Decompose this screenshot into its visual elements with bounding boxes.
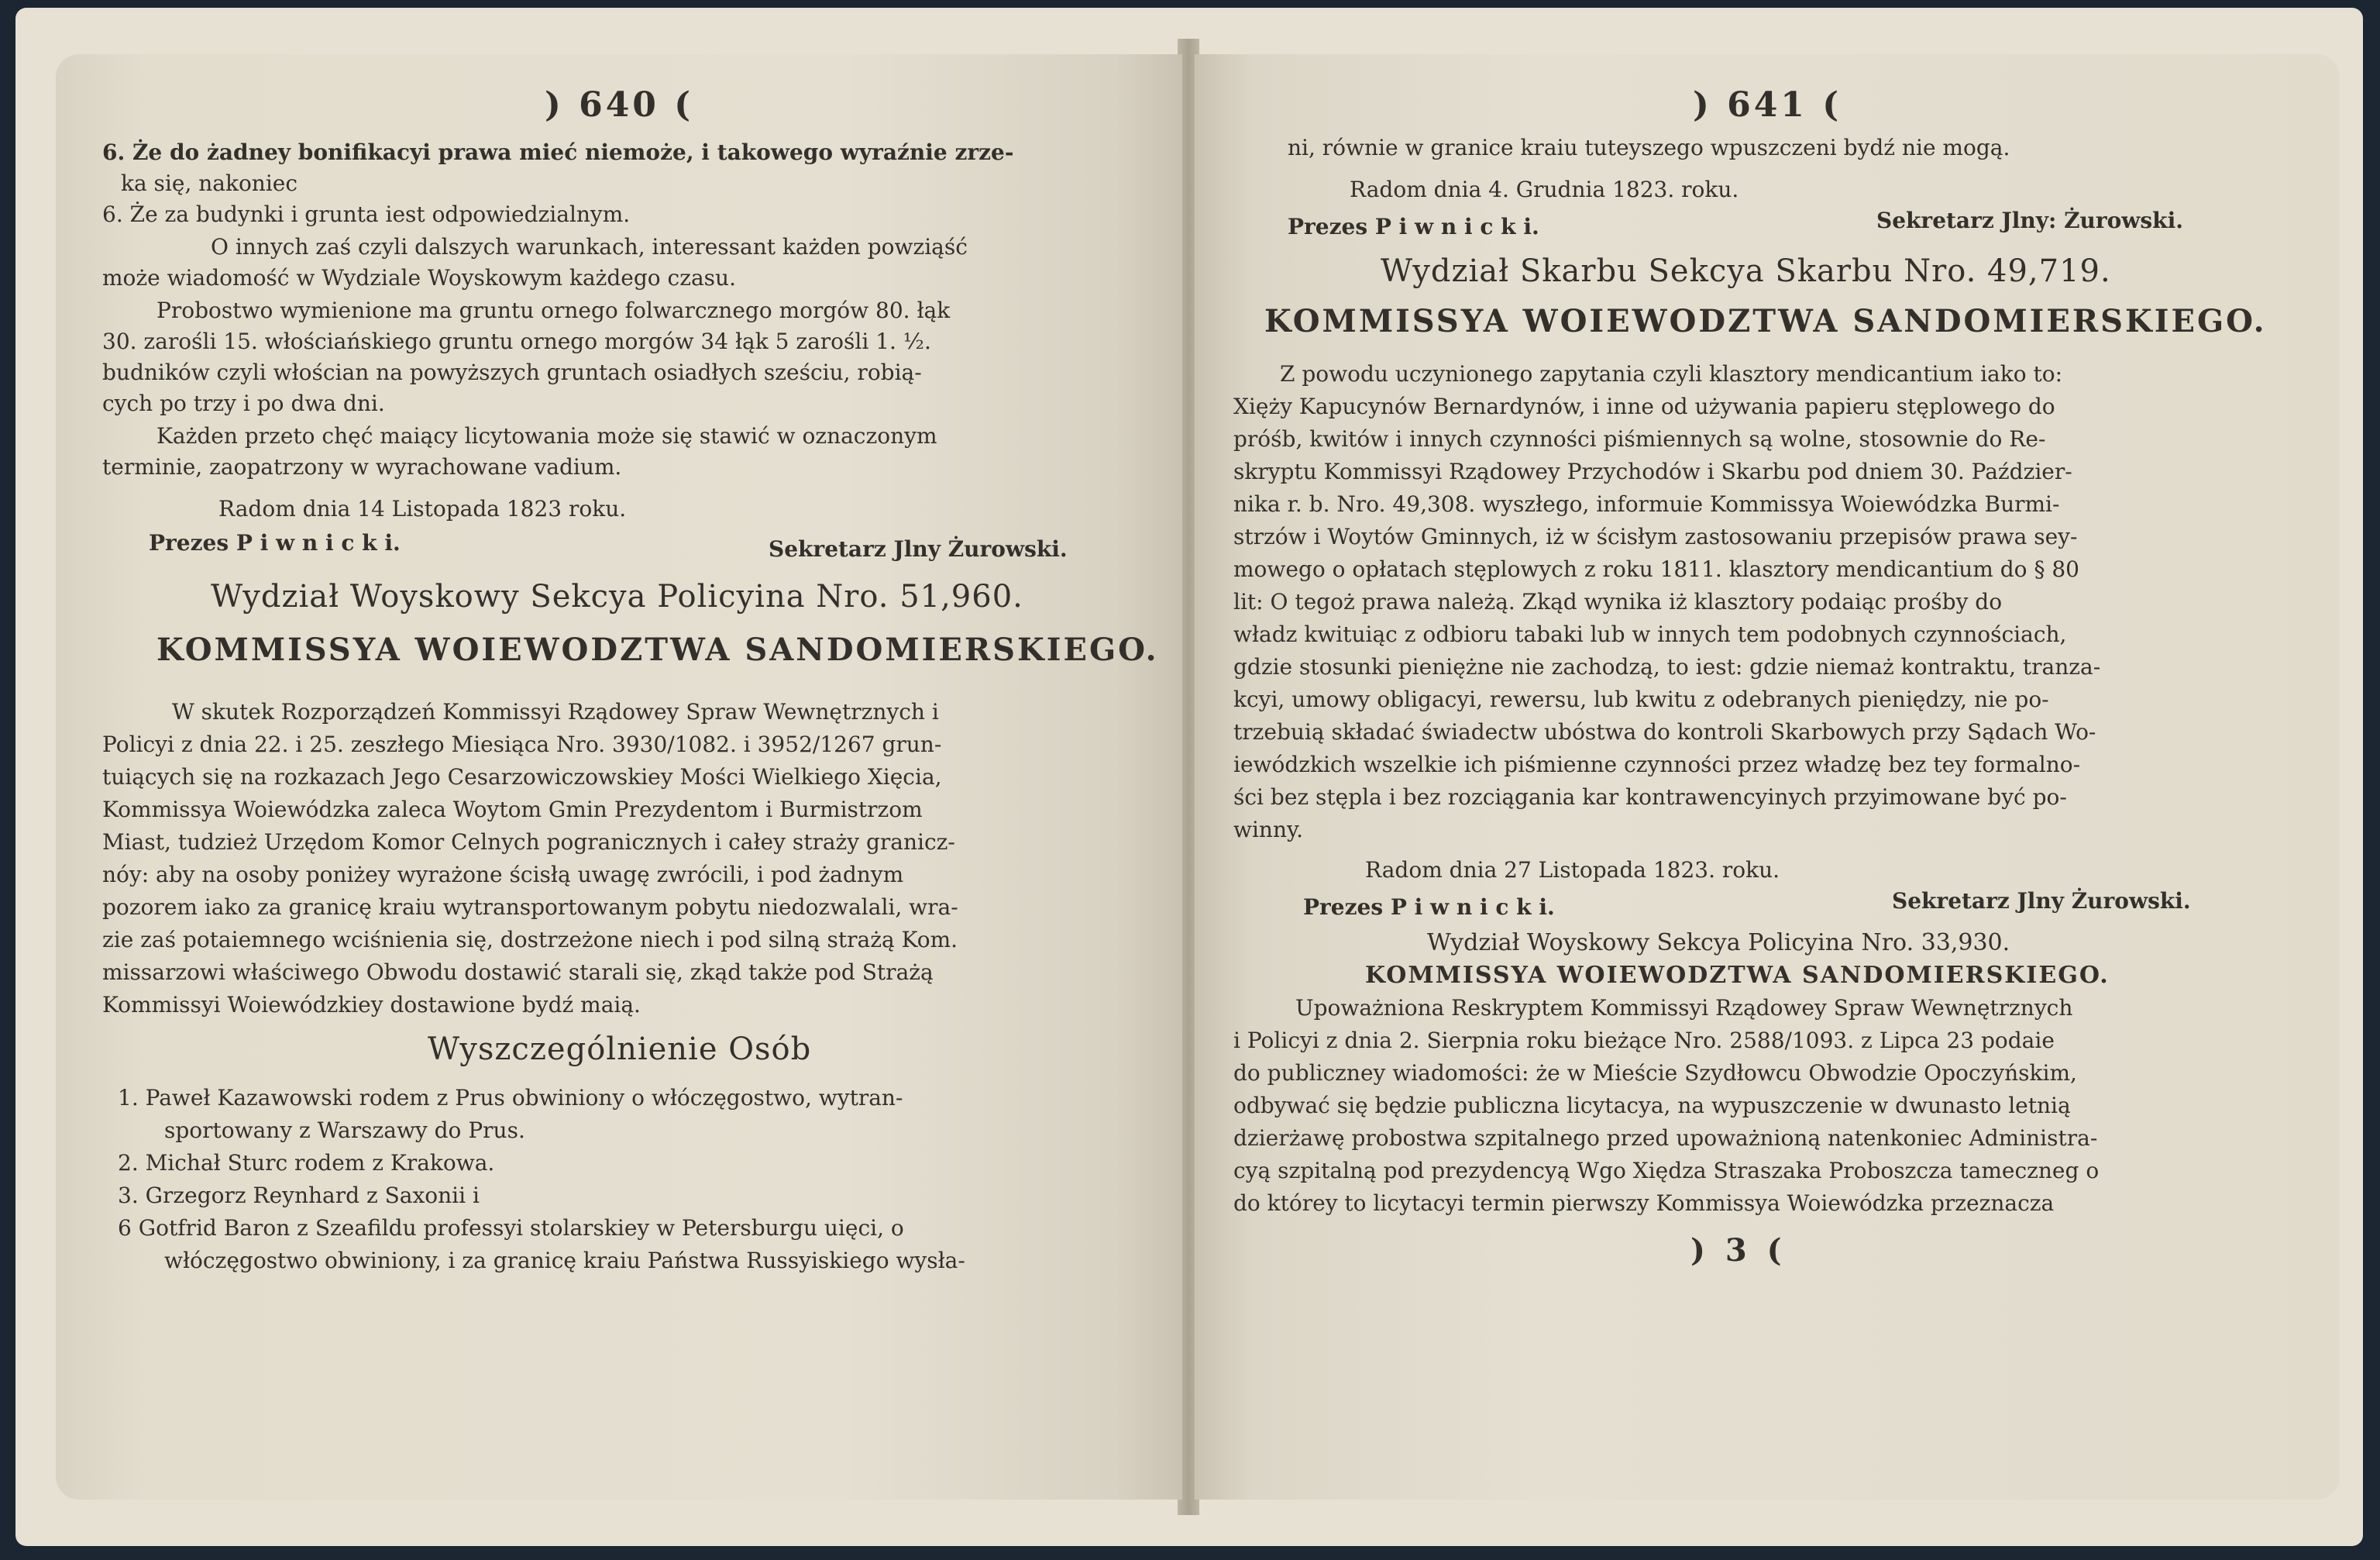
text-line: dzierżawę probostwa szpitalnego przed upoważnioną natenkoniec Administra- [1233,1125,2098,1151]
president-signature: Prezes P i w n i c k i. [1303,894,1555,920]
list-item: 3. Grzegorz Reynhard z Saxonii i [118,1183,480,1208]
text-line: W skutek Rozporządzeń Kommissyi Rządowey Spraw Wewnętrznych i [172,699,939,725]
section-title: Wydział Skarbu Sekcya Skarbu Nro. 49,719. [1381,253,2111,289]
text-line: mowego o opłatach stęplowych z roku 1811. klasztory mendicantium do § 80 [1233,556,2079,582]
text-line: tuiących się na rozkazach Jego Cesarzowiczowskiey Mości Wielkiego Xięcia, [102,764,942,790]
text-line: Z powodu uczynionego zapytania czyli klasztory mendicantium iako to: [1280,361,2063,387]
text-line: ni, równie w granice kraiu tuteyszego wpuszczeni bydź nie mogą. [1288,135,2010,160]
signature-mark: ) 3 ( [1690,1232,1787,1269]
text-line: Xięży Kapucynów Bernardynów, i inne od używania papieru stęplowego do [1233,394,2055,419]
text-line: Kommissyi Woiewódzkiey dostawione bydź maią. [102,992,641,1018]
section-title: Wydział Woyskowy Sekcya Policyina Nro. 51,960. [211,579,1023,615]
text-line: do publiczney wiadomości: że w Mieście Szydłowcu Obwodzie Opoczyńskim, [1233,1060,2077,1086]
text-line: cyą szpitalną pod prezydencyą Wgo Xiędza Straszaka Proboszcza tameczneg o [1233,1158,2100,1183]
list-item: 2. Michał Sturc rodem z Krakowa. [118,1150,495,1176]
text-line: Każden przeto chęć maiący licytowania może się stawić w oznaczonym [156,423,937,449]
secretary-signature: Sekretarz Jlny Żurowski. [769,536,1068,562]
left-page [56,54,1182,1500]
text-line: 6. Że za budynki i grunta iest odpowiedzialnym. [102,201,631,227]
section-title: Wydział Woyskowy Sekcya Policyina Nro. 33,930. [1427,929,2010,956]
text-line: 30. zarośli 15. włościańskiego gruntu ornego morgów 34 łąk 5 zarośli 1. ½. [102,329,931,354]
date-line: Radom dnia 27 Listopada 1823. roku. [1365,857,1780,883]
text-line: kcyi, umowy obligacyi, rewersu, lub kwitu z odebranych pieniędzy, nie po- [1233,687,2049,712]
text-line: Probostwo wymienione ma gruntu ornego folwarcznego morgów 80. łąk [156,298,951,323]
list-item: 1. Paweł Kazawowski rodem z Prus obwiniony o włóczęgostwo, wytran- [118,1085,903,1111]
text-line: budników czyli włościan na powyższych gruntach osiadłych sześciu, robią- [102,360,922,385]
text-line: gdzie stosunki pieniężne nie zachodzą, to iest: gdzie niemaż kontraktu, tranza- [1233,654,2101,680]
text-line: zie zaś potaiemnego wciśnienia się, dostrzeżone niech i pod silną strażą Kom. [102,927,958,952]
text-line: Kommissya Woiewódzka zaleca Woytom Gmin Prezydentom i Burmistrzom [102,797,923,822]
text-line: odbywać się będzie publiczna licytacya, na wypuszczenie w dwunasto letnią [1233,1093,2071,1118]
text-line: winny. [1233,817,1303,842]
text-line: Miast, tudzież Urzędom Komor Celnych pogranicznych i całey straży granicz- [102,829,955,855]
commission-title: KOMMISSYA WOIEWODZTWA SANDOMIERSKIEGO. [1264,303,2267,339]
text-line: i Policyi z dnia 2. Sierpnia roku bieżące Nro. 2588/1093. z Lipca 23 podaie [1233,1028,2055,1053]
text-line: ści bez stępla i bez rozciągania kar kontrawencyinych przyimowane być po- [1233,784,2067,810]
text-line: pozorem iako za granicę kraiu wytransportowanym pobytu niedozwalali, wra- [102,894,958,920]
president-signature: Prezes P i w n i c k i. [1288,214,1539,239]
text-line: O innych zaś czyli dalszych warunkach, interessant każden powziąść [211,234,968,260]
text-line: missarzowi właściwego Obwodu dostawić starali się, zkąd także pod Strażą [102,959,934,985]
secretary-signature: Sekretarz Jlny Żurowski. [1892,888,2191,914]
list-title: Wyszczególnienie Osób [428,1031,812,1067]
list-item: 6 Gotfrid Baron z Szeafildu professyi stolarskiey w Petersburgu uięci, o [118,1215,904,1241]
commission-title: KOMMISSYA WOIEWODZTWA SANDOMIERSKIEGO. [1365,962,2110,989]
text-line: próśb, kwitów i innych czynności piśmiennych są wolne, stosownie do Re- [1233,426,2046,452]
text-line: lit: O tegoż prawa należą. Zkąd wynika iż klasztory podaiąc prośby do [1233,589,2003,615]
date-line: Radom dnia 4. Grudnia 1823. roku. [1350,177,1739,202]
president-signature: Prezes P i w n i c k i. [149,530,401,556]
background-edge [0,0,15,1560]
date-line: Radom dnia 14 Listopada 1823 roku. [218,496,627,522]
text-line: skryptu Kommissyi Rządowey Przychodów i Skarbu pod dniem 30. Paździer- [1233,459,2072,484]
text-line: nika r. b. Nro. 49,308. wyszłego, informuie Kommissya Woiewódzka Burmi- [1233,491,2060,517]
secretary-signature: Sekretarz Jlny: Żurowski. [1876,208,2183,233]
text-line: nóy: aby na osoby poniżey wyrażone ścisłą uwagę zwrócili, i pod żadnym [102,862,904,887]
list-item: włóczęgostwo obwiniony, i za granicę kraiu Państwa Russyiskiego wysła- [164,1248,965,1273]
right-page [1195,54,2340,1500]
text-line: może wiadomość w Wydziale Woyskowym każdego czasu. [102,265,736,291]
commission-title: KOMMISSYA WOIEWODZTWA SANDOMIERSKIEGO. [156,632,1159,668]
text-line: władz kwituiąc z odbioru tabaki lub w innych tem podobnych czynnościach, [1233,622,2067,647]
text-line: strzów i Woytów Gminnych, iż w ścisłym zastosowaniu przepisów prawa sey- [1233,524,2078,549]
right-page-number: ) 641 ( [1692,85,1842,125]
text-line: iewódzkich wszelkie ich piśmienne czynności przez władzę bez tey formalno- [1233,752,2081,777]
text-line: terminie, zaopatrzony w wyrachowane vadium. [102,454,622,480]
text-line: ka się, nakoniec [121,170,298,196]
text-line: Upoważniona Reskryptem Kommissyi Rządowey Spraw Wewnętrznych [1295,995,2073,1021]
left-page-number: ) 640 ( [544,85,694,125]
text-line: 6. Że do żadney bonifikacyi prawa mieć niemoże, i takowego wyraźnie zrze- [102,139,1014,165]
text-line: cych po trzy i po dwa dni. [102,391,385,416]
text-line: do którey to licytacyi termin pierwszy Kommissya Woiewódzka przeznacza [1233,1190,2055,1216]
text-line: trzebuią składać świadectw ubóstwa do kontroli Skarbowych przy Sądach Wo- [1233,719,2096,745]
text-line: Policyi z dnia 22. i 25. zeszłego Miesiąca Nro. 3930/1082. i 3952/1267 grun- [102,732,942,757]
list-item: sportowany z Warszawy do Prus. [164,1117,525,1143]
book-spread [15,8,2363,1546]
